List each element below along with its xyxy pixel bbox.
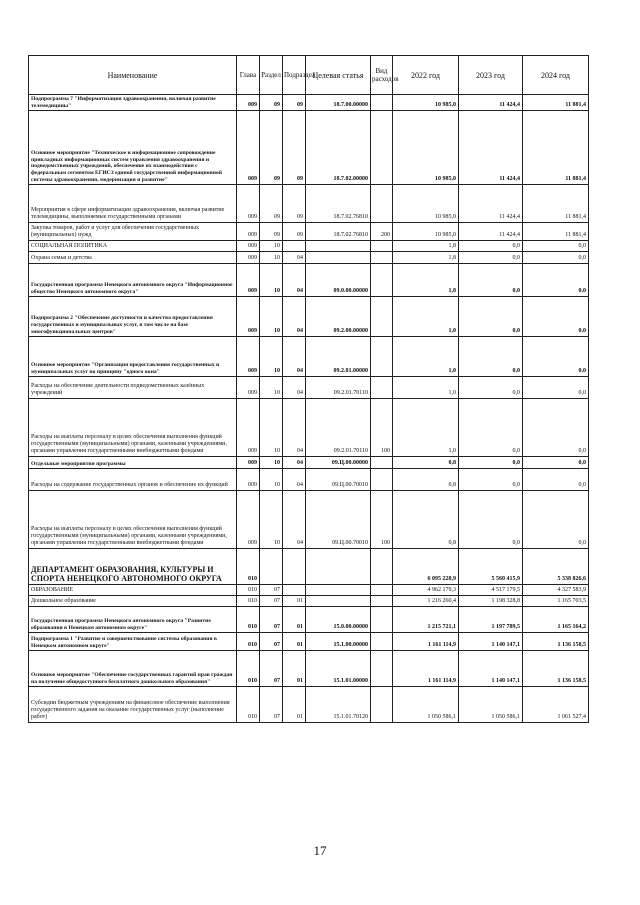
row-2023: 0,0 (459, 264, 523, 297)
row-podrazdel: 09 (283, 185, 306, 223)
row-podrazdel: 01 (283, 607, 306, 633)
row-name: Государственная программа Ненецкого автономного округа "Развитие образования в Ненецком автономном округе" (29, 607, 237, 633)
row-vid (371, 377, 393, 399)
row-name: Расходы на обеспечение деятельности подведомственных казённых учреждений (29, 377, 237, 399)
row-podrazdel: 04 (283, 297, 306, 337)
row-name: Мероприятия в сфере информатизации здравоохранения, включая развитие телемедицины, выполняемые государственными органами (29, 185, 237, 223)
row-glava: 009 (237, 297, 260, 337)
row-vid: 100 (371, 399, 393, 457)
row-stat: 15.0.00.00000 (306, 607, 371, 633)
row-vid (371, 633, 393, 651)
row-vid (371, 264, 393, 297)
row-name: Расходы на содержание государственных органов и обеспечение их функций (29, 469, 237, 491)
row-2023: 11 424,4 (459, 111, 523, 185)
row-glava: 010 (237, 596, 260, 607)
row-glava: 010 (237, 687, 260, 723)
row-2023: 11 424,4 (459, 95, 523, 111)
row-podrazdel: 09 (283, 111, 306, 185)
row-razdel: 10 (260, 399, 283, 457)
row-2022: 1 215 721,1 (393, 607, 459, 633)
row-razdel: 10 (260, 241, 283, 252)
row-name: СОЦИАЛЬНАЯ ПОЛИТИКА (29, 241, 237, 252)
row-glava: 009 (237, 241, 260, 252)
row-2024: 0,0 (523, 377, 589, 399)
row-2022: 1 161 114,9 (393, 633, 459, 651)
row-name: Расходы на выплаты персоналу в целях обеспечения выполнения функций государственными (муниципальными) органами, казенными учреждениями, органами управления государственными внебюджетными фондами (29, 399, 237, 457)
row-razdel: 10 (260, 264, 283, 297)
row-2022: 10 985,0 (393, 111, 459, 185)
row-razdel: 07 (260, 687, 283, 723)
row-2023: 1 140 147,1 (459, 633, 523, 651)
row-razdel (260, 549, 283, 585)
table-row (29, 241, 589, 252)
row-razdel: 07 (260, 585, 283, 596)
row-2024: 4 327 583,9 (523, 585, 589, 596)
row-2022: 4 962 179,3 (393, 585, 459, 596)
row-2024: 0,0 (523, 491, 589, 549)
row-name: Охрана семьи и детства (29, 252, 237, 264)
row-podrazdel: 04 (283, 337, 306, 377)
row-stat: 09.2.01.70110 (306, 399, 371, 457)
row-2023: 1 140 147,1 (459, 651, 523, 687)
row-2023: 1 197 789,5 (459, 607, 523, 633)
row-podrazdel: 04 (283, 377, 306, 399)
row-glava: 010 (237, 633, 260, 651)
row-vid (371, 185, 393, 223)
table-row (29, 596, 589, 607)
row-2022: 0,8 (393, 491, 459, 549)
table-row (29, 399, 589, 457)
row-2023: 4 517 179,5 (459, 585, 523, 596)
row-glava: 009 (237, 111, 260, 185)
table-row (29, 469, 589, 491)
header-vid: Вид расходов (371, 56, 393, 95)
row-2024: 0,0 (523, 264, 589, 297)
row-name: Подпрограмма 7 "Информатизация здравоохранения, включая развитие телемедицины" (29, 95, 237, 111)
row-stat: 09.Ц.00.00000 (306, 457, 371, 469)
row-stat (306, 596, 371, 607)
row-2022: 10 985,0 (393, 95, 459, 111)
header-name: Наименование (29, 56, 237, 95)
row-vid (371, 596, 393, 607)
row-name: Расходы на выплаты персоналу в целях обеспечения выполнения функций государственными (муниципальными) органами, казенными учреждениями, органами управления государственными внебюджетными фондами (29, 491, 237, 549)
row-podrazdel: 09 (283, 223, 306, 241)
row-razdel: 10 (260, 491, 283, 549)
row-stat: 15.1.01.70120 (306, 687, 371, 723)
row-2022: 0,8 (393, 457, 459, 469)
row-podrazdel: 04 (283, 469, 306, 491)
row-vid: 200 (371, 223, 393, 241)
row-2024: 1 061 527,4 (523, 687, 589, 723)
header-2024: 2024 год (523, 56, 589, 95)
row-2023: 0,0 (459, 297, 523, 337)
row-name: Основное мероприятие "Обеспечение государственных гарантий прав граждан на получение общедоступного бесплатного дошкольного образования" (29, 651, 237, 687)
row-2022: 1,0 (393, 337, 459, 377)
table-row (29, 377, 589, 399)
row-2023: 0,0 (459, 469, 523, 491)
row-2024: 0,0 (523, 241, 589, 252)
row-glava: 009 (237, 337, 260, 377)
row-vid (371, 252, 393, 264)
row-name: Государственная программа Ненецкого автономного округа "Информационное общество Ненецкого автономного округа" (29, 264, 237, 297)
row-vid (371, 469, 393, 491)
row-stat: 18.7.02.76810 (306, 223, 371, 241)
row-2024: 11 881,4 (523, 95, 589, 111)
row-2022: 10 985,0 (393, 223, 459, 241)
row-razdel: 07 (260, 596, 283, 607)
row-vid (371, 111, 393, 185)
row-2024: 0,0 (523, 337, 589, 377)
row-2024: 0,0 (523, 297, 589, 337)
row-podrazdel (283, 585, 306, 596)
table-row (29, 651, 589, 687)
row-razdel: 10 (260, 469, 283, 491)
row-razdel: 07 (260, 607, 283, 633)
table-row (29, 585, 589, 596)
row-2023: 0,0 (459, 337, 523, 377)
row-stat: 09.2.01.00000 (306, 337, 371, 377)
row-podrazdel: 01 (283, 596, 306, 607)
row-podrazdel (283, 241, 306, 252)
row-stat (306, 585, 371, 596)
table-row (29, 111, 589, 185)
row-name: Закупка товаров, работ и услуг для обеспечения государственных (муниципальных) нужд (29, 223, 237, 241)
table-row (29, 491, 589, 549)
table-row (29, 185, 589, 223)
row-razdel: 10 (260, 377, 283, 399)
row-2023: 11 424,4 (459, 223, 523, 241)
table-body (29, 95, 589, 723)
row-podrazdel: 09 (283, 95, 306, 111)
row-stat: 15.1.00.00000 (306, 633, 371, 651)
row-2024: 0,0 (523, 457, 589, 469)
row-2022: 10 985,0 (393, 185, 459, 223)
row-glava: 009 (237, 377, 260, 399)
row-2024: 0,0 (523, 252, 589, 264)
row-2022: 1,0 (393, 377, 459, 399)
row-razdel: 10 (260, 337, 283, 377)
row-razdel: 10 (260, 297, 283, 337)
row-2024: 5 338 826,6 (523, 549, 589, 585)
row-stat: 18.7.02.76810 (306, 185, 371, 223)
row-glava: 010 (237, 607, 260, 633)
table-header-row (29, 56, 589, 95)
header-2022: 2022 год (393, 56, 459, 95)
row-stat (306, 252, 371, 264)
row-name: ОБРАЗОВАНИЕ (29, 585, 237, 596)
row-podrazdel: 01 (283, 633, 306, 651)
row-glava: 009 (237, 469, 260, 491)
row-razdel: 09 (260, 223, 283, 241)
row-glava: 009 (237, 95, 260, 111)
row-2022: 1 050 586,1 (393, 687, 459, 723)
table-row (29, 297, 589, 337)
row-glava: 010 (237, 585, 260, 596)
table-row (29, 457, 589, 469)
table-row (29, 337, 589, 377)
row-2023: 0,0 (459, 399, 523, 457)
table-row (29, 687, 589, 723)
row-glava: 010 (237, 651, 260, 687)
row-vid (371, 457, 393, 469)
row-stat (306, 549, 371, 585)
header-podrazdel: Подраздел (283, 56, 306, 95)
row-podrazdel: 01 (283, 687, 306, 723)
row-vid (371, 549, 393, 585)
table-row (29, 633, 589, 651)
row-2024: 1 165 703,5 (523, 596, 589, 607)
row-2024: 0,0 (523, 469, 589, 491)
row-name: Подпрограмма 2 "Обеспечение доступности и качества предоставления государственных и муниципальных услуг, в том числе на базе многофункциональных центров" (29, 297, 237, 337)
row-2023: 1 198 328,8 (459, 596, 523, 607)
page-number: 17 (313, 843, 327, 858)
row-name: ДЕПАРТАМЕНТ ОБРАЗОВАНИЯ, КУЛЬТУРЫ И СПОРТА НЕНЕЦКОГО АВТОНОМНОГО ОКРУГА (29, 549, 237, 585)
row-2022: 6 095 228,9 (393, 549, 459, 585)
row-stat (306, 241, 371, 252)
row-razdel: 10 (260, 252, 283, 264)
row-2022: 1 216 260,4 (393, 596, 459, 607)
row-2023: 0,0 (459, 377, 523, 399)
row-2024: 1 165 164,2 (523, 607, 589, 633)
row-2022: 0,8 (393, 469, 459, 491)
budget-table (28, 55, 589, 723)
row-vid (371, 241, 393, 252)
row-2022: 1,8 (393, 241, 459, 252)
budget-table-page (28, 55, 588, 723)
row-razdel: 10 (260, 457, 283, 469)
table-row (29, 252, 589, 264)
row-glava: 009 (237, 252, 260, 264)
row-2023: 0,0 (459, 491, 523, 549)
row-razdel: 09 (260, 185, 283, 223)
row-2023: 5 560 415,9 (459, 549, 523, 585)
row-glava: 009 (237, 399, 260, 457)
row-glava: 009 (237, 457, 260, 469)
row-2022: 1,0 (393, 297, 459, 337)
row-razdel: 09 (260, 111, 283, 185)
row-name: Подпрограмма 1 "Развитие и совершенствование системы образования в Ненецком автономном округе" (29, 633, 237, 651)
row-razdel: 09 (260, 95, 283, 111)
header-glava: Глава (237, 56, 260, 95)
row-2022: 1,8 (393, 252, 459, 264)
row-vid: 100 (371, 491, 393, 549)
row-name: Основное мероприятие "Техническое и информационное сопровождение прикладных информационных систем управления здравоохранения и подведомственных учреждений, обеспечение их взаимодействия с федеральным сегментом ЕГИСЗ единой государственной информационной системы здравоохранения, модернизация и развитие" (29, 111, 237, 185)
row-2024: 0,0 (523, 399, 589, 457)
row-2024: 11 881,4 (523, 223, 589, 241)
row-stat: 09.Ц.00.70010 (306, 469, 371, 491)
header-2023: 2023 год (459, 56, 523, 95)
table-row (29, 223, 589, 241)
row-2023: 0,0 (459, 457, 523, 469)
row-razdel: 07 (260, 633, 283, 651)
row-stat: 09.Ц.00.70010 (306, 491, 371, 549)
row-2023: 0,0 (459, 252, 523, 264)
row-name: Субсидии бюджетным учреждениям на финансовое обеспечение выполнения государственного задания на оказание государственных услуг (выполнение работ) (29, 687, 237, 723)
row-2022: 1,8 (393, 264, 459, 297)
row-2024: 11 881,4 (523, 111, 589, 185)
row-name: Отдельные мероприятия программы (29, 457, 237, 469)
row-razdel: 07 (260, 651, 283, 687)
row-glava: 009 (237, 491, 260, 549)
row-2023: 0,0 (459, 241, 523, 252)
row-vid (371, 651, 393, 687)
row-2023: 11 424,4 (459, 185, 523, 223)
row-glava: 009 (237, 264, 260, 297)
table-row (29, 264, 589, 297)
row-podrazdel: 04 (283, 491, 306, 549)
row-stat: 09.2.01.70110 (306, 377, 371, 399)
table-row (29, 607, 589, 633)
row-vid (371, 687, 393, 723)
table-row (29, 549, 589, 585)
row-2022: 1,0 (393, 399, 459, 457)
table-row (29, 95, 589, 111)
row-2024: 1 136 158,5 (523, 633, 589, 651)
row-glava: 010 (237, 549, 260, 585)
row-podrazdel: 04 (283, 399, 306, 457)
row-podrazdel: 04 (283, 457, 306, 469)
row-2023: 1 050 586,1 (459, 687, 523, 723)
row-glava: 009 (237, 223, 260, 241)
row-2022: 1 161 114,9 (393, 651, 459, 687)
row-name: Дошкольное образование (29, 596, 237, 607)
row-stat: 18.7.00.00000 (306, 95, 371, 111)
header-razdel: Раздел (260, 56, 283, 95)
header-stat: Целевая статья (306, 56, 371, 95)
row-stat: 09.0.00.00000 (306, 264, 371, 297)
row-vid (371, 585, 393, 596)
row-glava: 009 (237, 185, 260, 223)
row-stat: 09.2.00.00000 (306, 297, 371, 337)
row-2024: 1 136 158,5 (523, 651, 589, 687)
row-stat: 18.7.02.00000 (306, 111, 371, 185)
row-podrazdel: 04 (283, 252, 306, 264)
row-podrazdel: 01 (283, 651, 306, 687)
row-name: Основное мероприятие "Организация предоставления государственных и муниципальных услуг по принципу "одного окна" (29, 337, 237, 377)
row-podrazdel: 04 (283, 264, 306, 297)
row-vid (371, 297, 393, 337)
row-podrazdel (283, 549, 306, 585)
row-vid (371, 607, 393, 633)
row-2024: 11 881,4 (523, 185, 589, 223)
row-stat: 15.1.01.00000 (306, 651, 371, 687)
row-vid (371, 337, 393, 377)
row-vid (371, 95, 393, 111)
